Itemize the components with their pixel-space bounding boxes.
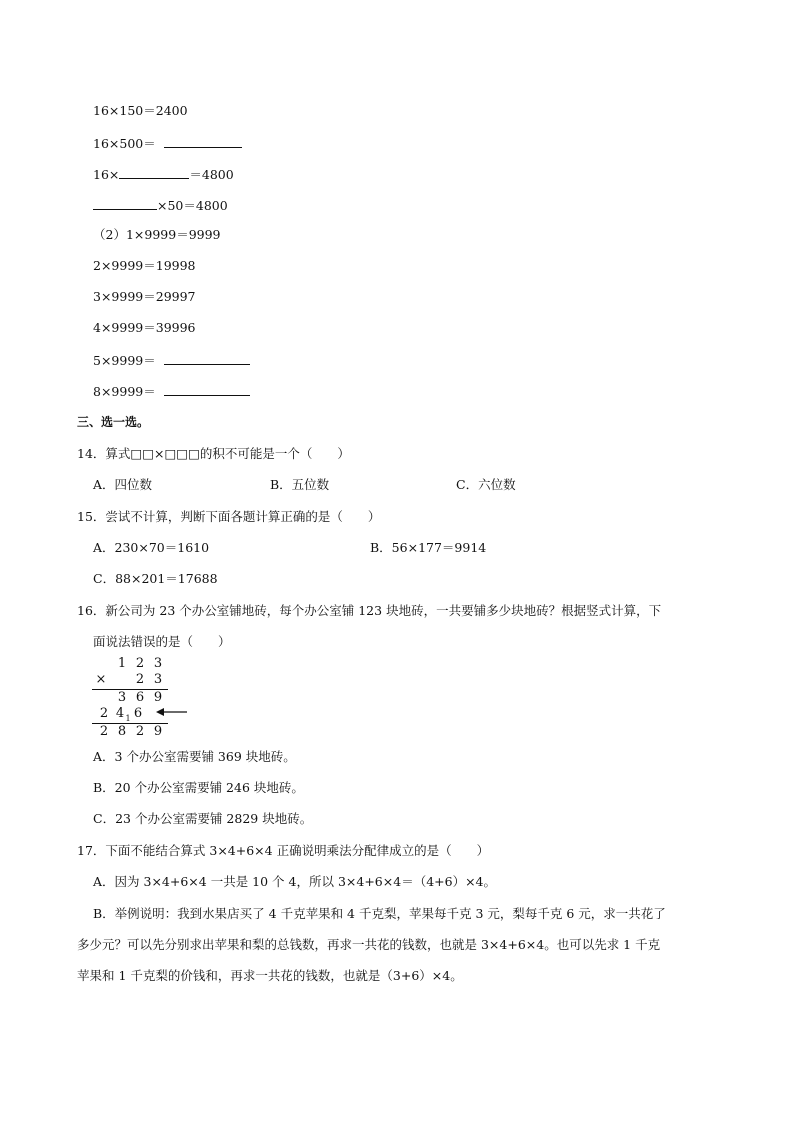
calc-digit: 1	[117, 656, 127, 671]
calc-digit: 4	[115, 706, 125, 721]
q17-stem: 17．下面不能结合算式 3×4+6×4 正确说明乘法分配律成立的是（ ）	[77, 843, 490, 858]
q16-option-a[interactable]: A．3 个办公室需要铺 369 块地砖。	[93, 749, 296, 764]
calc-digit: 9	[153, 690, 163, 705]
equation-text: 5×9999＝	[93, 353, 156, 368]
answer-blank[interactable]	[119, 165, 189, 179]
equation-line-6	[93, 258, 196, 274]
equation-line-8	[93, 320, 196, 336]
answer-blank[interactable]	[164, 382, 250, 396]
equation-line-1	[93, 103, 188, 119]
q14-option-c[interactable]: C．六位数	[456, 477, 516, 492]
q15-option-c[interactable]: C．88×201＝17688	[93, 571, 218, 586]
calc-digit: 6	[133, 706, 143, 721]
equation-line-5	[93, 227, 221, 243]
calc-digit: 9	[153, 724, 163, 739]
equation-line-3	[93, 165, 234, 183]
arrow-left-icon	[155, 706, 189, 718]
q17-option-b-line-2: 多少元？可以先分别求出苹果和梨的总钱数，再求一共花的钱数，也就是 3×4+6×4。也可以先求 1 千克	[77, 937, 661, 952]
calc-digit: 3	[153, 656, 163, 671]
calc-digit: 2	[99, 724, 109, 739]
equation-line-7	[93, 289, 196, 305]
times-sign: ×	[95, 672, 107, 687]
equation-line-2	[93, 134, 242, 152]
calc-digit: 2	[135, 672, 145, 687]
equation-text: 8×9999＝	[93, 384, 156, 399]
equation-line-4	[93, 196, 228, 214]
equation-text: 16×150＝2400	[93, 103, 188, 118]
calc-digit: 2	[99, 706, 109, 721]
equation-text: 16×500＝	[93, 136, 156, 151]
q14-stem: 14．算式□□×□□□的积不可能是一个（ ）	[77, 446, 350, 461]
q17-option-b-line-3: 苹果和 1 千克梨的价钱和，再求一共花的钱数，也就是（3+6）×4。	[77, 968, 463, 983]
q16-stem-line-1: 16．新公司为 23 个办公室铺地砖，每个办公室铺 123 块地砖，一共要铺多少块地砖？根据竖式计算，下	[77, 603, 662, 618]
q15-stem: 15．尝试不计算，判断下面各题计算正确的是（ ）	[77, 509, 381, 524]
equation-text: 4×9999＝39996	[93, 320, 196, 335]
equation-line-9	[93, 351, 250, 369]
q17-option-b-line-1[interactable]: B．举例说明：我到水果店买了 4 千克苹果和 4 千克梨，苹果每千克 3 元，梨每千克 6 元，求一共花了	[93, 906, 666, 921]
q15-option-a[interactable]: A．230×70＝1610	[93, 540, 210, 555]
equation-text: 2×9999＝19998	[93, 258, 196, 273]
q14-option-a[interactable]: A．四位数	[93, 477, 153, 492]
answer-blank[interactable]	[164, 134, 242, 148]
calc-digit: 2	[135, 656, 145, 671]
q14-option-b[interactable]: B．五位数	[270, 477, 330, 492]
equation-text: 3×9999＝29997	[93, 289, 196, 304]
carry-digit: 1	[125, 714, 131, 723]
q15-option-b[interactable]: B．56×177＝9914	[370, 540, 487, 555]
calc-digit: 3	[153, 672, 163, 687]
q16-option-c[interactable]: C．23 个办公室需要铺 2829 块地砖。	[93, 811, 313, 826]
calc-digit: 6	[135, 690, 145, 705]
equation-text: 16×	[93, 167, 120, 182]
equation-text: （2）1×9999＝9999	[93, 227, 221, 242]
equation-text: ×50＝4800	[157, 198, 228, 213]
section-title: 三、选一选。	[77, 415, 150, 429]
answer-blank[interactable]	[93, 196, 157, 210]
q16-option-b[interactable]: B．20 个办公室需要铺 246 块地砖。	[93, 780, 304, 795]
vertical-multiplication	[90, 656, 200, 740]
answer-blank[interactable]	[164, 351, 250, 365]
calc-digit: 3	[117, 690, 127, 705]
equation-text: ＝4800	[189, 167, 234, 182]
calc-digit: 8	[117, 724, 127, 739]
q16-stem-line-2: 面说法错误的是（ ）	[93, 634, 231, 649]
calc-digit: 2	[135, 724, 145, 739]
equation-line-10	[93, 382, 250, 400]
q17-option-a[interactable]: A．因为 3×4+6×4 一共是 10 个 4，所以 3×4+6×4＝（4+6）×4。	[93, 874, 496, 889]
